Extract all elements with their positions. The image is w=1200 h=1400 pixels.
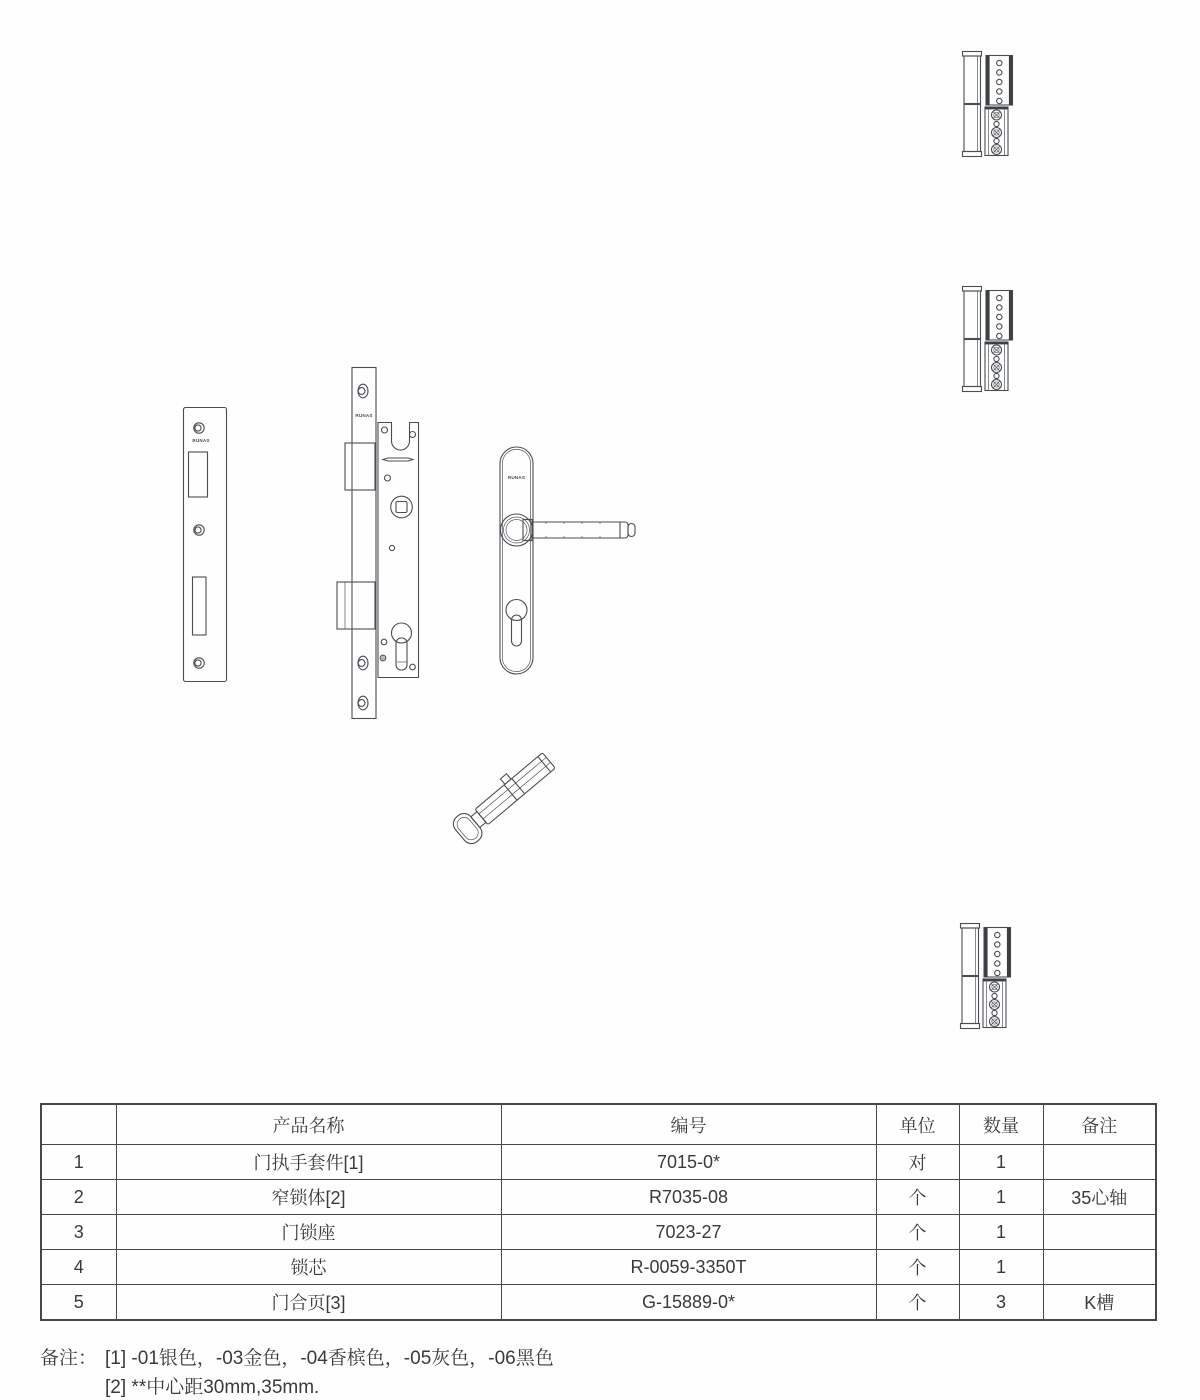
screw-hole-icon <box>358 656 368 670</box>
col-unit: 单位 <box>876 1104 959 1145</box>
cam-tab <box>500 774 511 785</box>
col-quantity: 数量 <box>959 1104 1043 1145</box>
table-row: 1 门执手套件[1] 7015-0* 对 1 <box>41 1145 1156 1180</box>
euro-keyhole <box>506 600 527 647</box>
door-hinge-drawing-middle <box>963 287 1013 392</box>
door-hinge-drawing-top <box>963 52 1013 157</box>
screw-hole-icon <box>194 658 204 668</box>
deadbolt-cutout <box>193 577 207 635</box>
lock-cylinder-drawing <box>449 747 559 847</box>
table-row: 4 锁芯 R-0059-3350T 个 1 <box>41 1250 1156 1285</box>
latch-cutout <box>189 452 208 497</box>
escutcheon-plate <box>500 447 533 674</box>
spindle-hub <box>391 496 413 518</box>
door-handle-drawing <box>500 447 635 674</box>
euro-cylinder-hole <box>392 623 412 670</box>
lock-body-drawing <box>337 368 419 719</box>
screw-hole-icon <box>358 384 368 398</box>
parts-table <box>40 1103 1157 1321</box>
col-remark: 备注 <box>1043 1104 1156 1145</box>
table-header-row <box>41 1104 1156 1145</box>
brand-logo: RUNAS <box>355 413 373 418</box>
col-index <box>41 1104 116 1145</box>
col-part-number: 编号 <box>501 1104 876 1145</box>
table-row: 3 门锁座 7023-27 个 1 <box>41 1215 1156 1250</box>
strike-plate-drawing <box>184 408 227 682</box>
deadbolt <box>337 582 375 629</box>
latch-bolt <box>345 443 375 490</box>
brand-logo: RUNAS <box>507 475 526 480</box>
door-hinge-drawing-bottom <box>961 924 1011 1029</box>
lever-handle <box>501 514 636 546</box>
col-product-name: 产品名称 <box>116 1104 501 1145</box>
screw-hole-icon <box>194 423 204 433</box>
footnotes <box>40 1344 554 1400</box>
screw-hole-icon <box>194 525 204 535</box>
footnote-line: [2] **中心距30mm,35mm. <box>105 1377 320 1398</box>
footnotes-label: 备注： <box>40 1348 98 1369</box>
table-row: 5 门合页[3] G-15889-0* 个 3 K槽 <box>41 1285 1156 1321</box>
table-row: 2 窄锁体[2] R7035-08 个 1 35心轴 <box>41 1180 1156 1215</box>
brand-logo: RUNAS <box>192 438 210 443</box>
footnote-line: [1] -01银色，-03金色，-04香槟色，-05灰色，-06黑色 <box>105 1348 554 1369</box>
screw-hole-icon <box>358 696 368 710</box>
slot-marker <box>383 458 413 461</box>
